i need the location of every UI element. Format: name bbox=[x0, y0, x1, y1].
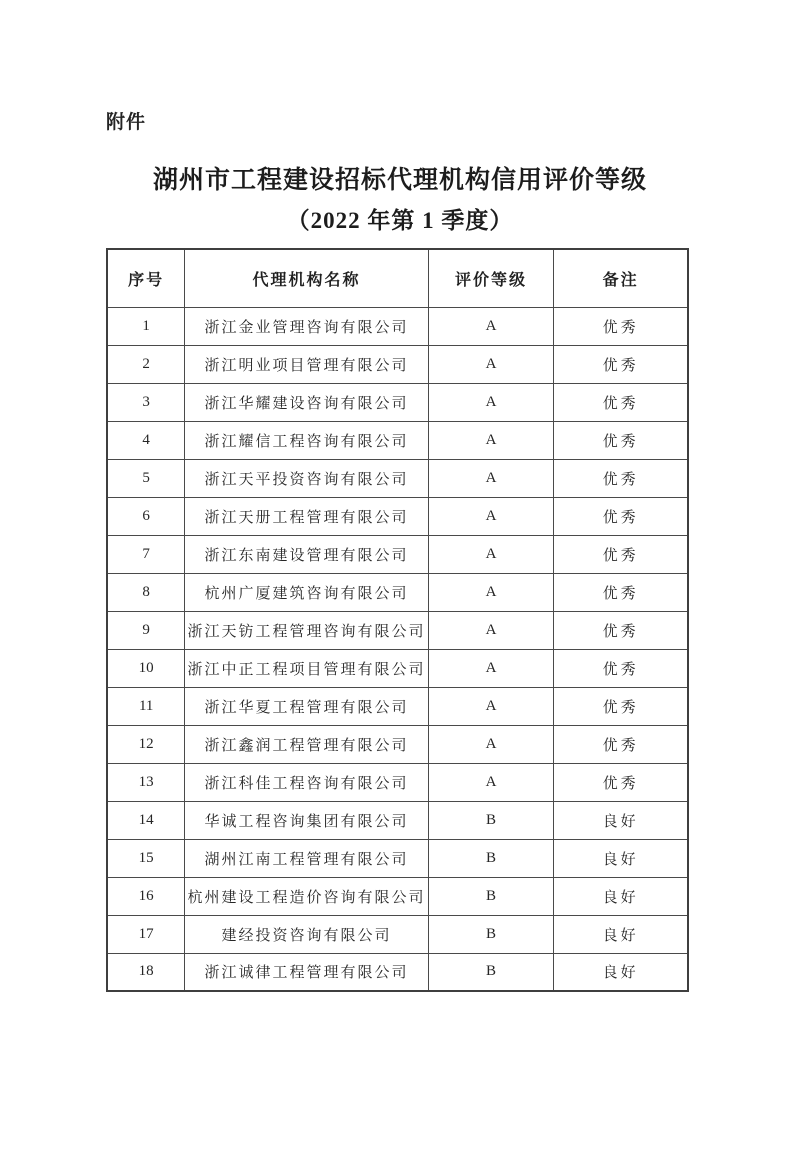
grade-cell: B bbox=[428, 839, 553, 877]
remark-cell: 优秀 bbox=[554, 763, 688, 801]
row-number-cell: 15 bbox=[107, 839, 185, 877]
row-number-cell: 10 bbox=[107, 649, 185, 687]
remark-cell: 良好 bbox=[554, 953, 688, 991]
agency-name-cell: 浙江天平投资咨询有限公司 bbox=[185, 459, 428, 497]
agency-name-cell: 浙江金业管理咨询有限公司 bbox=[185, 307, 428, 345]
agency-name-cell: 浙江华耀建设咨询有限公司 bbox=[185, 383, 428, 421]
row-number-cell: 3 bbox=[107, 383, 185, 421]
table-row bbox=[107, 687, 688, 725]
remark-cell: 优秀 bbox=[554, 649, 688, 687]
rating-table bbox=[106, 248, 689, 992]
rating-table-header bbox=[107, 249, 688, 307]
agency-name-cell: 浙江科佳工程咨询有限公司 bbox=[185, 763, 428, 801]
agency-name-cell: 浙江东南建设管理有限公司 bbox=[185, 535, 428, 573]
table-row bbox=[107, 421, 688, 459]
agency-name-cell: 湖州江南工程管理有限公司 bbox=[185, 839, 428, 877]
remark-cell: 优秀 bbox=[554, 611, 688, 649]
grade-cell: B bbox=[428, 877, 553, 915]
table-row bbox=[107, 839, 688, 877]
grade-cell: B bbox=[428, 953, 553, 991]
agency-name-cell: 浙江耀信工程咨询有限公司 bbox=[185, 421, 428, 459]
grade-cell: A bbox=[428, 497, 553, 535]
grade-cell: A bbox=[428, 611, 553, 649]
remark-cell: 优秀 bbox=[554, 421, 688, 459]
agency-name-cell: 华诚工程咨询集团有限公司 bbox=[185, 801, 428, 839]
row-number-cell: 17 bbox=[107, 915, 185, 953]
table-row bbox=[107, 535, 688, 573]
table-row bbox=[107, 915, 688, 953]
grade-cell: A bbox=[428, 383, 553, 421]
remark-cell: 优秀 bbox=[554, 725, 688, 763]
table-row bbox=[107, 801, 688, 839]
remark-cell: 优秀 bbox=[554, 345, 688, 383]
attachment-label: 附件 bbox=[106, 112, 147, 133]
table-row bbox=[107, 345, 688, 383]
table-row bbox=[107, 725, 688, 763]
agency-name-cell: 建经投资咨询有限公司 bbox=[185, 915, 428, 953]
remark-cell: 优秀 bbox=[554, 307, 688, 345]
table-row bbox=[107, 877, 688, 915]
grade-cell: A bbox=[428, 763, 553, 801]
table-row bbox=[107, 763, 688, 801]
table-row bbox=[107, 307, 688, 345]
row-number-cell: 2 bbox=[107, 345, 185, 383]
agency-name-cell: 浙江鑫润工程管理有限公司 bbox=[185, 725, 428, 763]
column-header-remark: 备注 bbox=[554, 249, 688, 307]
grade-cell: B bbox=[428, 801, 553, 839]
table-row bbox=[107, 573, 688, 611]
agency-name-cell: 浙江天钫工程管理咨询有限公司 bbox=[185, 611, 428, 649]
row-number-cell: 6 bbox=[107, 497, 185, 535]
remark-cell: 优秀 bbox=[554, 459, 688, 497]
row-number-cell: 14 bbox=[107, 801, 185, 839]
column-header-grade: 评价等级 bbox=[428, 249, 553, 307]
table-row bbox=[107, 459, 688, 497]
grade-cell: A bbox=[428, 649, 553, 687]
remark-cell: 良好 bbox=[554, 915, 688, 953]
row-number-cell: 9 bbox=[107, 611, 185, 649]
table-row bbox=[107, 649, 688, 687]
grade-cell: A bbox=[428, 345, 553, 383]
grade-cell: A bbox=[428, 459, 553, 497]
rating-table-body bbox=[107, 307, 688, 991]
remark-cell: 优秀 bbox=[554, 497, 688, 535]
remark-cell: 优秀 bbox=[554, 687, 688, 725]
column-header-name: 代理机构名称 bbox=[185, 249, 428, 307]
row-number-cell: 16 bbox=[107, 877, 185, 915]
grade-cell: A bbox=[428, 421, 553, 459]
row-number-cell: 5 bbox=[107, 459, 185, 497]
row-number-cell: 12 bbox=[107, 725, 185, 763]
grade-cell: B bbox=[428, 915, 553, 953]
grade-cell: A bbox=[428, 725, 553, 763]
row-number-cell: 1 bbox=[107, 307, 185, 345]
header-row bbox=[107, 249, 688, 307]
column-header-no: 序号 bbox=[107, 249, 185, 307]
page-title: 湖州市工程建设招标代理机构信用评价等级 bbox=[152, 166, 647, 194]
grade-cell: A bbox=[428, 687, 553, 725]
table-row bbox=[107, 953, 688, 991]
row-number-cell: 8 bbox=[107, 573, 185, 611]
grade-cell: A bbox=[428, 535, 553, 573]
row-number-cell: 13 bbox=[107, 763, 185, 801]
row-number-cell: 18 bbox=[107, 953, 185, 991]
grade-cell: A bbox=[428, 307, 553, 345]
table-row bbox=[107, 383, 688, 421]
table-row bbox=[107, 611, 688, 649]
agency-name-cell: 浙江天册工程管理有限公司 bbox=[185, 497, 428, 535]
agency-name-cell: 杭州建设工程造价咨询有限公司 bbox=[185, 877, 428, 915]
row-number-cell: 11 bbox=[107, 687, 185, 725]
agency-name-cell: 浙江华夏工程管理有限公司 bbox=[185, 687, 428, 725]
grade-cell: A bbox=[428, 573, 553, 611]
row-number-cell: 7 bbox=[107, 535, 185, 573]
agency-name-cell: 浙江诚律工程管理有限公司 bbox=[185, 953, 428, 991]
table-row bbox=[107, 497, 688, 535]
page-subtitle: （2022 年第 1 季度） bbox=[286, 208, 514, 233]
remark-cell: 良好 bbox=[554, 877, 688, 915]
remark-cell: 优秀 bbox=[554, 573, 688, 611]
remark-cell: 优秀 bbox=[554, 535, 688, 573]
agency-name-cell: 杭州广厦建筑咨询有限公司 bbox=[185, 573, 428, 611]
remark-cell: 良好 bbox=[554, 839, 688, 877]
row-number-cell: 4 bbox=[107, 421, 185, 459]
remark-cell: 优秀 bbox=[554, 383, 688, 421]
agency-name-cell: 浙江明业项目管理有限公司 bbox=[185, 345, 428, 383]
agency-name-cell: 浙江中正工程项目管理有限公司 bbox=[185, 649, 428, 687]
remark-cell: 良好 bbox=[554, 801, 688, 839]
